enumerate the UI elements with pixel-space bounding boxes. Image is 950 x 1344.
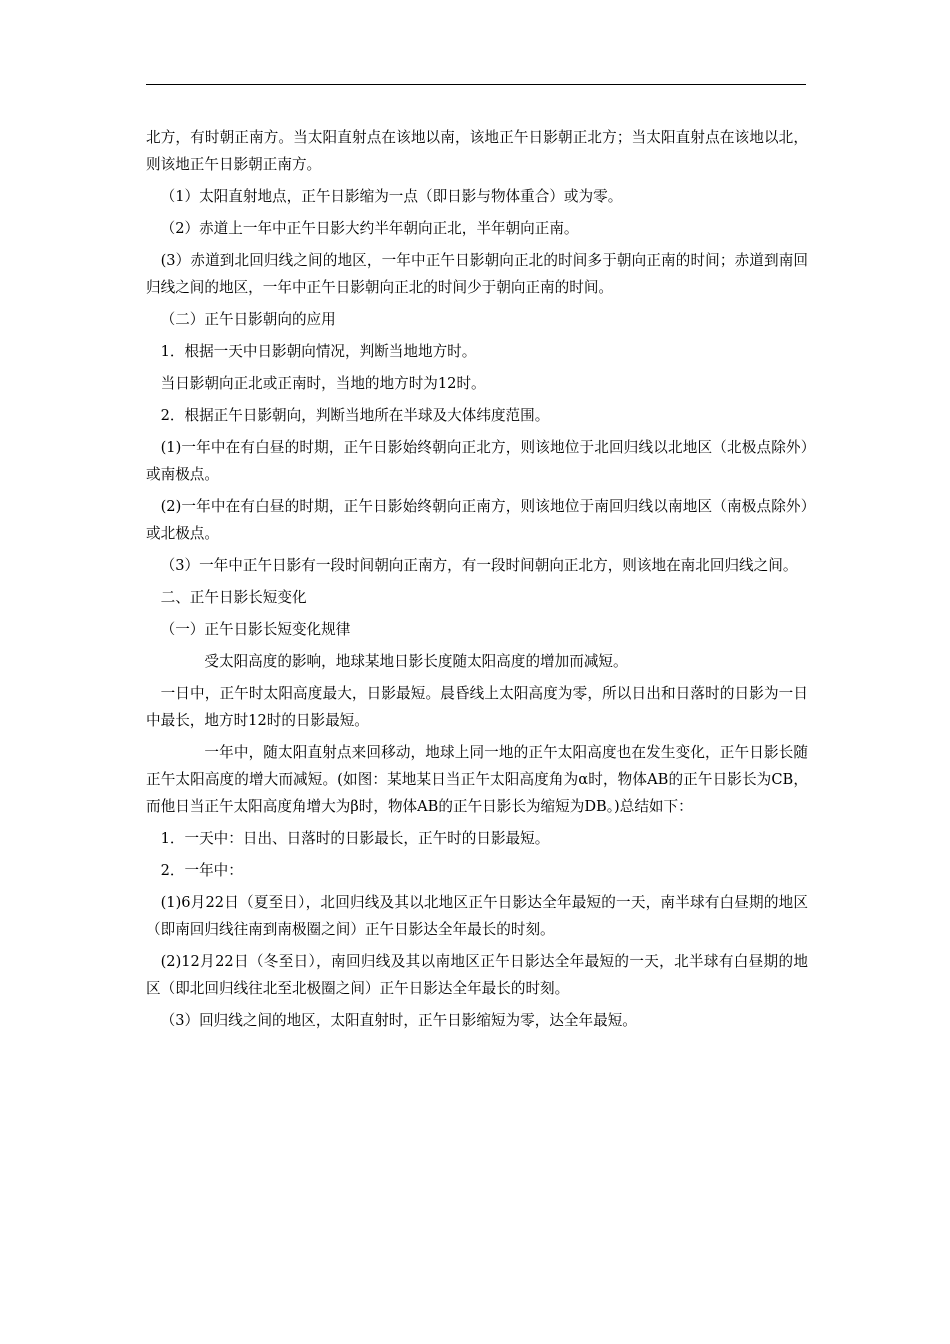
header-rule [146, 84, 806, 85]
paragraph: 受太阳高度的影响，地球某地日影长度随太阳高度的增加而减短。 [204, 653, 628, 670]
paragraph: 北方，有时朝正南方。当太阳直射点在该地以南，该地正午日影朝正北方；当太阳直射点在该地以北，则该地正午日影朝正南方。 [146, 129, 808, 173]
body-text [146, 124, 808, 1039]
paragraph: (1)6月22日（夏至日），北回归线及其以北地区正午日影达全年最短的一天，南半球有白昼期的地区（即南回归线往南到南极圈之间）正午日影达全年最长的时刻。 [146, 894, 808, 938]
paragraph: （3）回归线之间的地区，太阳直射时，正午日影缩短为零，达全年最短。 [160, 1012, 637, 1029]
paragraph: 2．一年中： [160, 862, 243, 879]
paragraph: （3）一年中正午日影有一段时间朝向正南方，有一段时间朝向正北方，则该地在南北回归线之间。 [160, 557, 798, 574]
paragraph: 1．根据一天中日影朝向情况，判断当地地方时。 [160, 343, 477, 360]
section-heading: （一）正午日影长短变化规律 [160, 621, 351, 638]
section-heading: 二、正午日影长短变化 [160, 589, 307, 606]
paragraph: （2）赤道上一年中正午日影大约半年朝向正北，半年朝向正南。 [160, 220, 579, 237]
paragraph: 一年中，随太阳直射点来回移动，地球上同一地的正午太阳高度也在发生变化，正午日影长随正午太阳高度的增大而减短。(如图：某地某日当正午太阳高度角为α时，物体AB的正午日影长为CB，而他日当正午太阳高度角增大为β时，物体AB的正午日影长为缩短为DB。)总结如下： [146, 744, 808, 815]
paragraph: (3）赤道到北回归线之间的地区，一年中正午日影朝向正北的时间多于朝向正南的时间；赤道到南回归线之间的地区，一年中正午日影朝向正北的时间少于朝向正南的时间。 [146, 252, 808, 296]
paragraph: (2)12月22日（冬至日），南回归线及其以南地区正午日影达全年最短的一天，北半球有白昼期的地区（即北回归线往北至北极圈之间）正午日影达全年最长的时刻。 [146, 953, 808, 997]
paragraph: 一日中，正午时太阳高度最大，日影最短。晨昏线上太阳高度为零，所以日出和日落时的日影为一日中最长，地方时12时的日影最短。 [146, 685, 808, 729]
paragraph: 2．根据正午日影朝向，判断当地所在半球及大体纬度范围。 [160, 407, 550, 424]
paragraph: 当日影朝向正北或正南时，当地的地方时为12时。 [160, 375, 486, 392]
paragraph: 1．一天中：日出、日落时的日影最长，正午时的日影最短。 [160, 830, 550, 847]
paragraph: （1）太阳直射地点，正午日影缩为一点（即日影与物体重合）或为零。 [160, 188, 623, 205]
paragraph: (2)一年中在有白昼的时期，正午日影始终朝向正南方，则该地位于南回归线以南地区（南极点除外）或北极点。 [146, 498, 808, 542]
section-heading: （二）正午日影朝向的应用 [160, 311, 336, 328]
paragraph: (1)一年中在有白昼的时期，正午日影始终朝向正北方，则该地位于北回归线以北地区（北极点除外）或南极点。 [146, 439, 808, 483]
